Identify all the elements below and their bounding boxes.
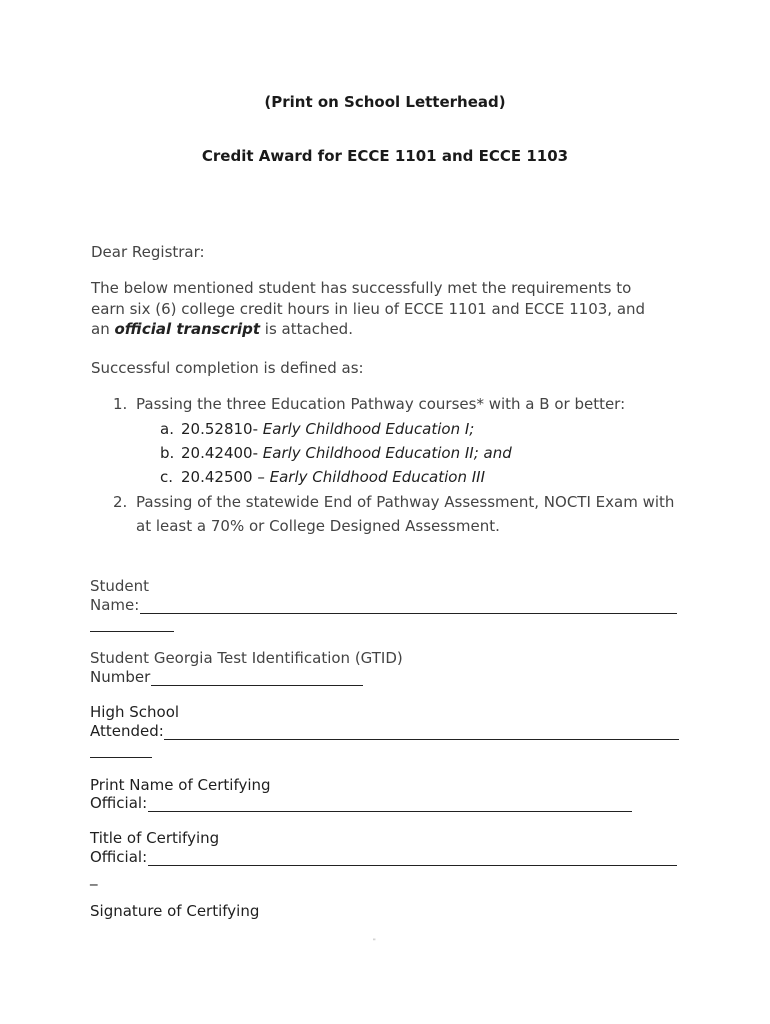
subitem-b-marker: b. (160, 444, 175, 462)
requirement-1-marker: 1. (113, 395, 128, 413)
official-name-label-line-1: Print Name of Certifying (90, 776, 271, 794)
school-field[interactable] (164, 739, 679, 740)
student-name-field[interactable] (140, 613, 677, 614)
letterhead-note: (Print on School Letterhead) (264, 93, 506, 111)
subitem-b-name: Early Childhood Education II; and (262, 444, 512, 462)
subitem-c-name: Early Childhood Education III (269, 468, 485, 486)
official-title-label-line-1: Title of Certifying (90, 829, 220, 847)
requirement-1-text: Passing the three Education Pathway courses* with a B or better: (136, 395, 626, 413)
document-title: Credit Award for ECCE 1101 and ECCE 1103 (201, 147, 569, 165)
school-label-line-1: High School (90, 703, 180, 721)
official-name-field[interactable] (148, 811, 632, 812)
salutation: Dear Registrar: (91, 243, 205, 261)
gtid-field[interactable] (151, 685, 363, 686)
subitem-a-sep: - (252, 420, 258, 438)
subitem-c (181, 468, 485, 486)
body-line-3-prefix: an (91, 320, 110, 338)
body-line-3-suffix: is attached. (264, 320, 353, 338)
subitem-a-marker: a. (160, 420, 174, 438)
gtid-label-line-2: Number (90, 668, 151, 686)
subitem-c-marker: c. (160, 468, 174, 486)
subitem-a-code: 20.52810 (181, 420, 253, 438)
official-name-label-line-2: Official: (90, 794, 148, 812)
official-title-label-line-2: Official: (90, 848, 148, 866)
subitem-a (181, 420, 474, 438)
subitem-a-name: Early Childhood Education I; (262, 420, 475, 438)
school-field-continuation[interactable] (90, 757, 152, 758)
official-title-field[interactable] (148, 865, 677, 866)
school-label-line-2: Attended: (90, 722, 164, 740)
body-line-3 (91, 319, 691, 340)
body-line-2: earn six (6) college credit hours in lieu of ECCE 1101 and ECCE 1103, and (91, 299, 646, 318)
official-transcript-emphasis: official transcript (114, 320, 261, 338)
page-mark: " (373, 938, 376, 945)
signature-label-line-1: Signature of Certifying (90, 902, 260, 920)
subitem-b-sep: - (252, 444, 258, 462)
body-paragraph (91, 278, 691, 340)
student-name-label-line-1: Student (90, 577, 150, 595)
completion-intro: Successful completion is defined as: (91, 359, 364, 377)
subitem-b (181, 444, 512, 462)
body-line-1: The below mentioned student has successfully met the requirements to (91, 279, 632, 297)
gtid-label-line-1: Student Georgia Test Identification (GTID) (90, 649, 403, 667)
requirement-2-marker: 2. (113, 493, 128, 511)
subitem-b-code: 20.42400 (181, 444, 253, 462)
student-name-field-continuation[interactable] (90, 631, 174, 632)
requirement-2-line-2: at least a 70% or College Designed Assessment. (136, 517, 500, 535)
subitem-c-code: 20.42500 (181, 468, 253, 486)
subitem-c-sep: – (257, 468, 265, 486)
official-title-field-continuation: _ (90, 868, 98, 886)
requirement-2-line-1: Passing of the statewide End of Pathway Assessment, NOCTI Exam with (136, 493, 675, 511)
student-name-label-line-2: Name: (90, 596, 140, 614)
